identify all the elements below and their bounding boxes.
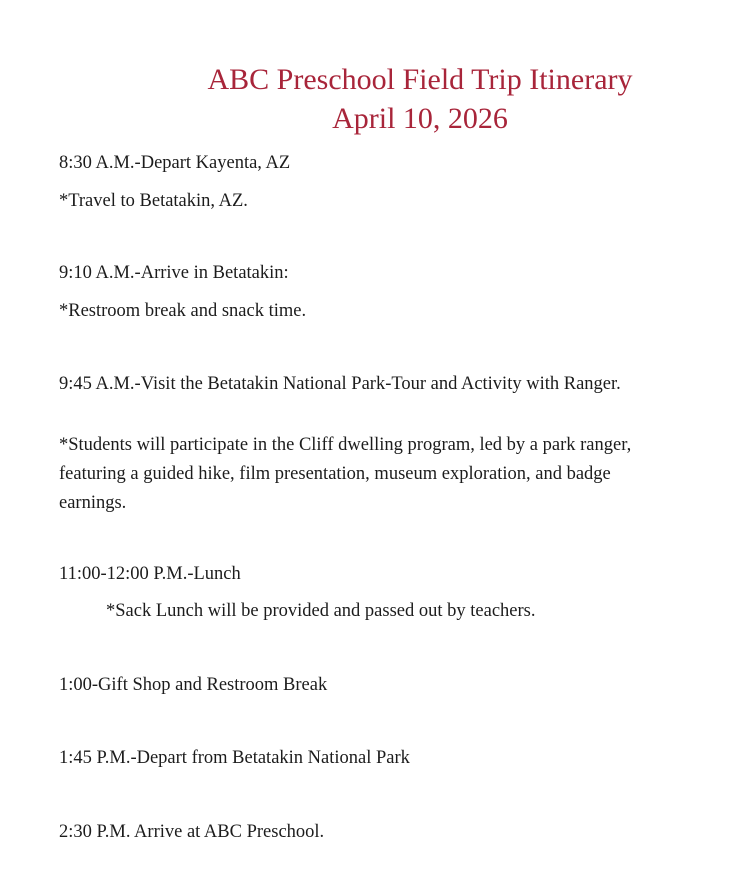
entry-time: 9:45 A.M.-Visit the Betatakin National Park-Tour and Activity with Ranger. bbox=[59, 374, 621, 394]
entry-note: *Students will participate in the Cliff dwelling program, led by a park ranger, featuring a guided hike, film presentation, museum exploration, and badge earnings. bbox=[59, 435, 632, 513]
entry-time: 9:10 A.M.-Arrive in Betatakin: bbox=[59, 263, 289, 283]
entry-time: 1:00-Gift Shop and Restroom Break bbox=[59, 675, 328, 695]
entry-note: *Sack Lunch will be provided and passed out by teachers. bbox=[106, 601, 536, 621]
document-title: ABC Preschool Field Trip Itinerary bbox=[207, 63, 633, 96]
entry-time: 2:30 P.M. Arrive at ABC Preschool. bbox=[59, 822, 325, 842]
entry-time: 11:00-12:00 P.M.-Lunch bbox=[59, 564, 241, 584]
document-date: April 10, 2026 bbox=[332, 102, 508, 135]
entry-time: 1:45 P.M.-Depart from Betatakin National Park bbox=[59, 748, 410, 768]
entry-note: *Restroom break and snack time. bbox=[59, 301, 307, 321]
entry-note: *Travel to Betatakin, AZ. bbox=[59, 191, 248, 211]
entry-time: 8:30 A.M.-Depart Kayenta, AZ bbox=[59, 153, 291, 173]
